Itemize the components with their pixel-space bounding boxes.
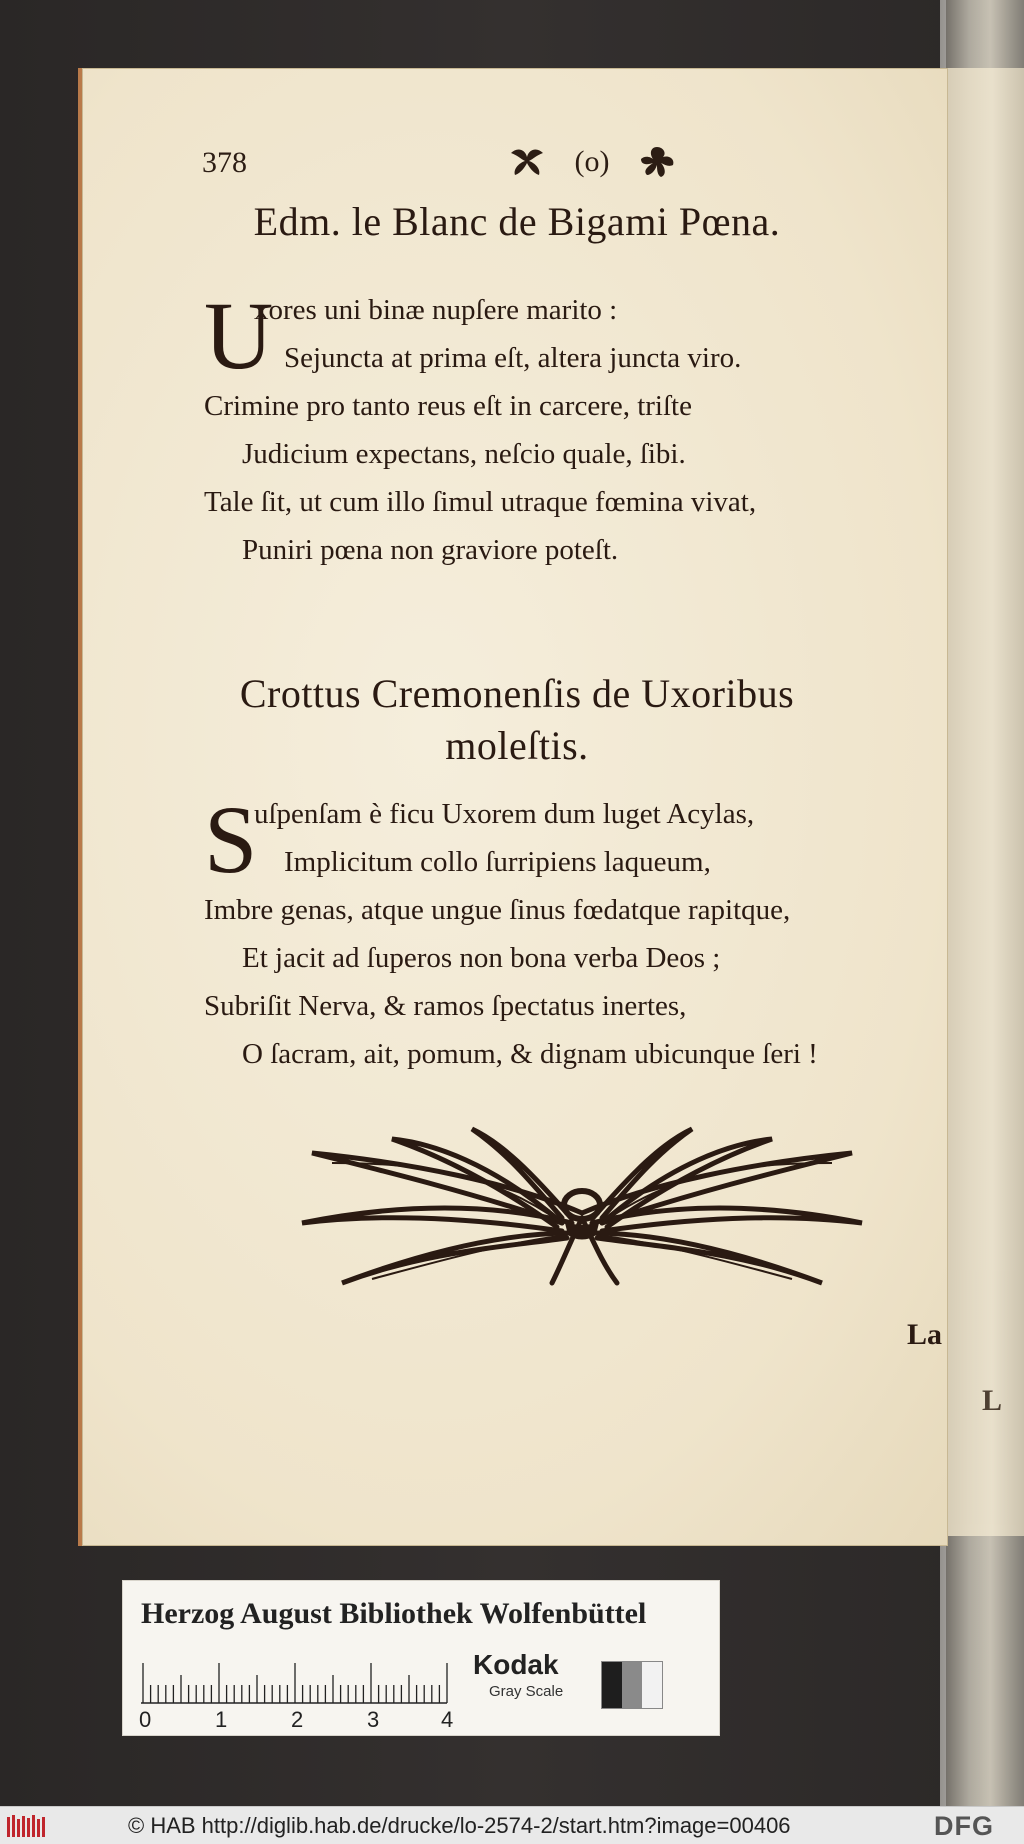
header-ornament-text: (o) [574,145,610,178]
poem1-title: Edm. le Blanc de Bigami Pœna. [253,199,781,244]
swatch-gray [622,1662,642,1708]
book-page [78,68,948,1546]
poem1-line: Judicium expectans, neſcio quale, ſibi. [242,438,686,470]
poem1-line: xores uni binæ nupſere marito : [254,294,618,326]
next-page-paper [946,68,1024,1536]
poem2-line: uſpenſam è ficu Uxorem dum luget Acylas, [254,798,755,830]
measurement-ruler-icon [141,1657,471,1705]
catchword: La [907,1318,943,1351]
poem2-title-line1: Crottus Cremonenſis de Uxoribus [239,671,795,716]
gray-swatches [601,1661,663,1709]
poem1-line: Puniri pœna non graviore poteſt. [242,534,619,566]
ruler-number: 3 [367,1707,380,1732]
poem2-line: Implicitum collo ſurripiens laqueum, [284,846,711,878]
dfg-logo: DFG [934,1811,994,1841]
poem2-line: Et jacit ad ſuperos non bona verba Deos ; [242,942,721,974]
ruler-number: 0 [139,1707,152,1732]
ruler-number: 1 [215,1707,228,1732]
poem2-dropcap: S [204,786,258,893]
poem2-line: Imbre genas, atque ungue ſinus fœdatque rapitque, [204,894,791,926]
ruler-number: 2 [291,1707,304,1732]
ruler-number: 4 [441,1707,454,1732]
hab-logo-icon [6,1813,46,1839]
fleuron-right-icon [637,145,677,179]
poem2-line: Subriſit Nerva, & ramos ſpectatus inertes, [204,990,687,1022]
fleuron-left-icon [507,145,547,179]
footer-citation: © HAB http://diglib.hab.de/drucke/lo-2574-2/start.htm?image=00406 [128,1813,791,1838]
poem1-dropcap: U [204,282,274,389]
palm-fronds-vignette-icon [272,1123,892,1293]
poem1 [204,282,924,574]
footer-bar [0,1806,1024,1844]
poem1-line: Crimine pro tanto reus eſt in carcere, triſte [204,390,692,422]
gray-scale-label: Gray Scale [489,1683,564,1700]
poem2 [204,786,924,1078]
kodak-brand: Kodak [473,1649,559,1680]
swatch-black [602,1662,622,1708]
header-ornament [462,142,722,182]
bleed-through-text: L [982,1384,1003,1417]
poem1-line: Tale ſit, ut cum illo ſimul utraque fœmina vivat, [204,486,757,518]
poem2-title-line2: moleſtis. [445,723,589,768]
swatch-white [642,1662,662,1708]
poem1-line: Sejuncta at prima eſt, altera juncta viro. [284,342,742,374]
color-reference-card [122,1580,720,1736]
poem2-title [82,668,952,772]
library-name: Herzog August Bibliothek Wolfenbüttel [141,1597,647,1630]
poem2-line: O ſacram, ait, pomum, & dignam ubicunque ſeri ! [242,1038,818,1070]
page-number: 378 [202,146,247,179]
